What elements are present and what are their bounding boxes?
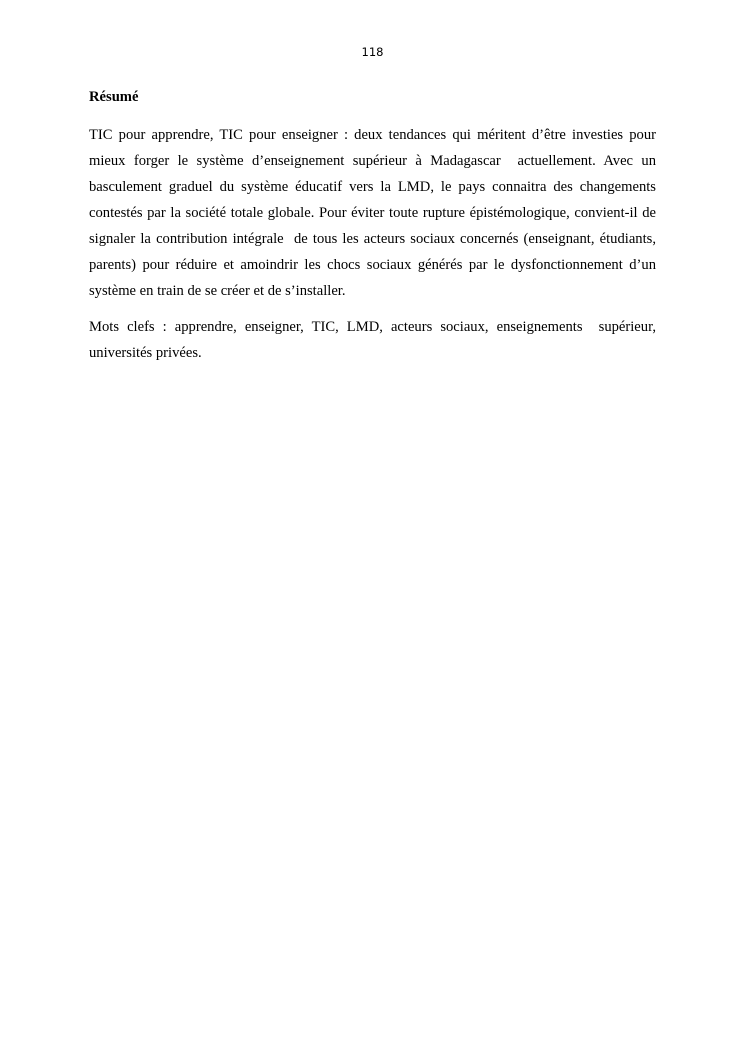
- abstract-heading: Résumé: [89, 89, 139, 105]
- keywords-paragraph: Mots clefs : apprendre, enseigner, TIC, LMD, acteurs sociaux, enseignements supérieur, universités privées.: [89, 319, 660, 361]
- abstract-section: [89, 86, 660, 376]
- page-number: 118: [361, 45, 384, 59]
- abstract-body: TIC pour apprendre, TIC pour enseigner : deux tendances qui méritent d’être investies pour mieux forger le système d’enseignement supérieur à Madagascar actuellement. Avec un basculement graduel du système éducatif vers la LMD, le pays connaitra des changements contestés par la société totale globale. Pour éviter toute rupture épistémologique, convient-il de signaler la contribution intégrale de tous les acteurs sociaux concernés (enseignant, étudiants, parents) pour réduire et amoindrir les chocs sociaux générés par le dysfonctionnement d’un système en train de se créer et de s’installer.: [89, 127, 660, 299]
